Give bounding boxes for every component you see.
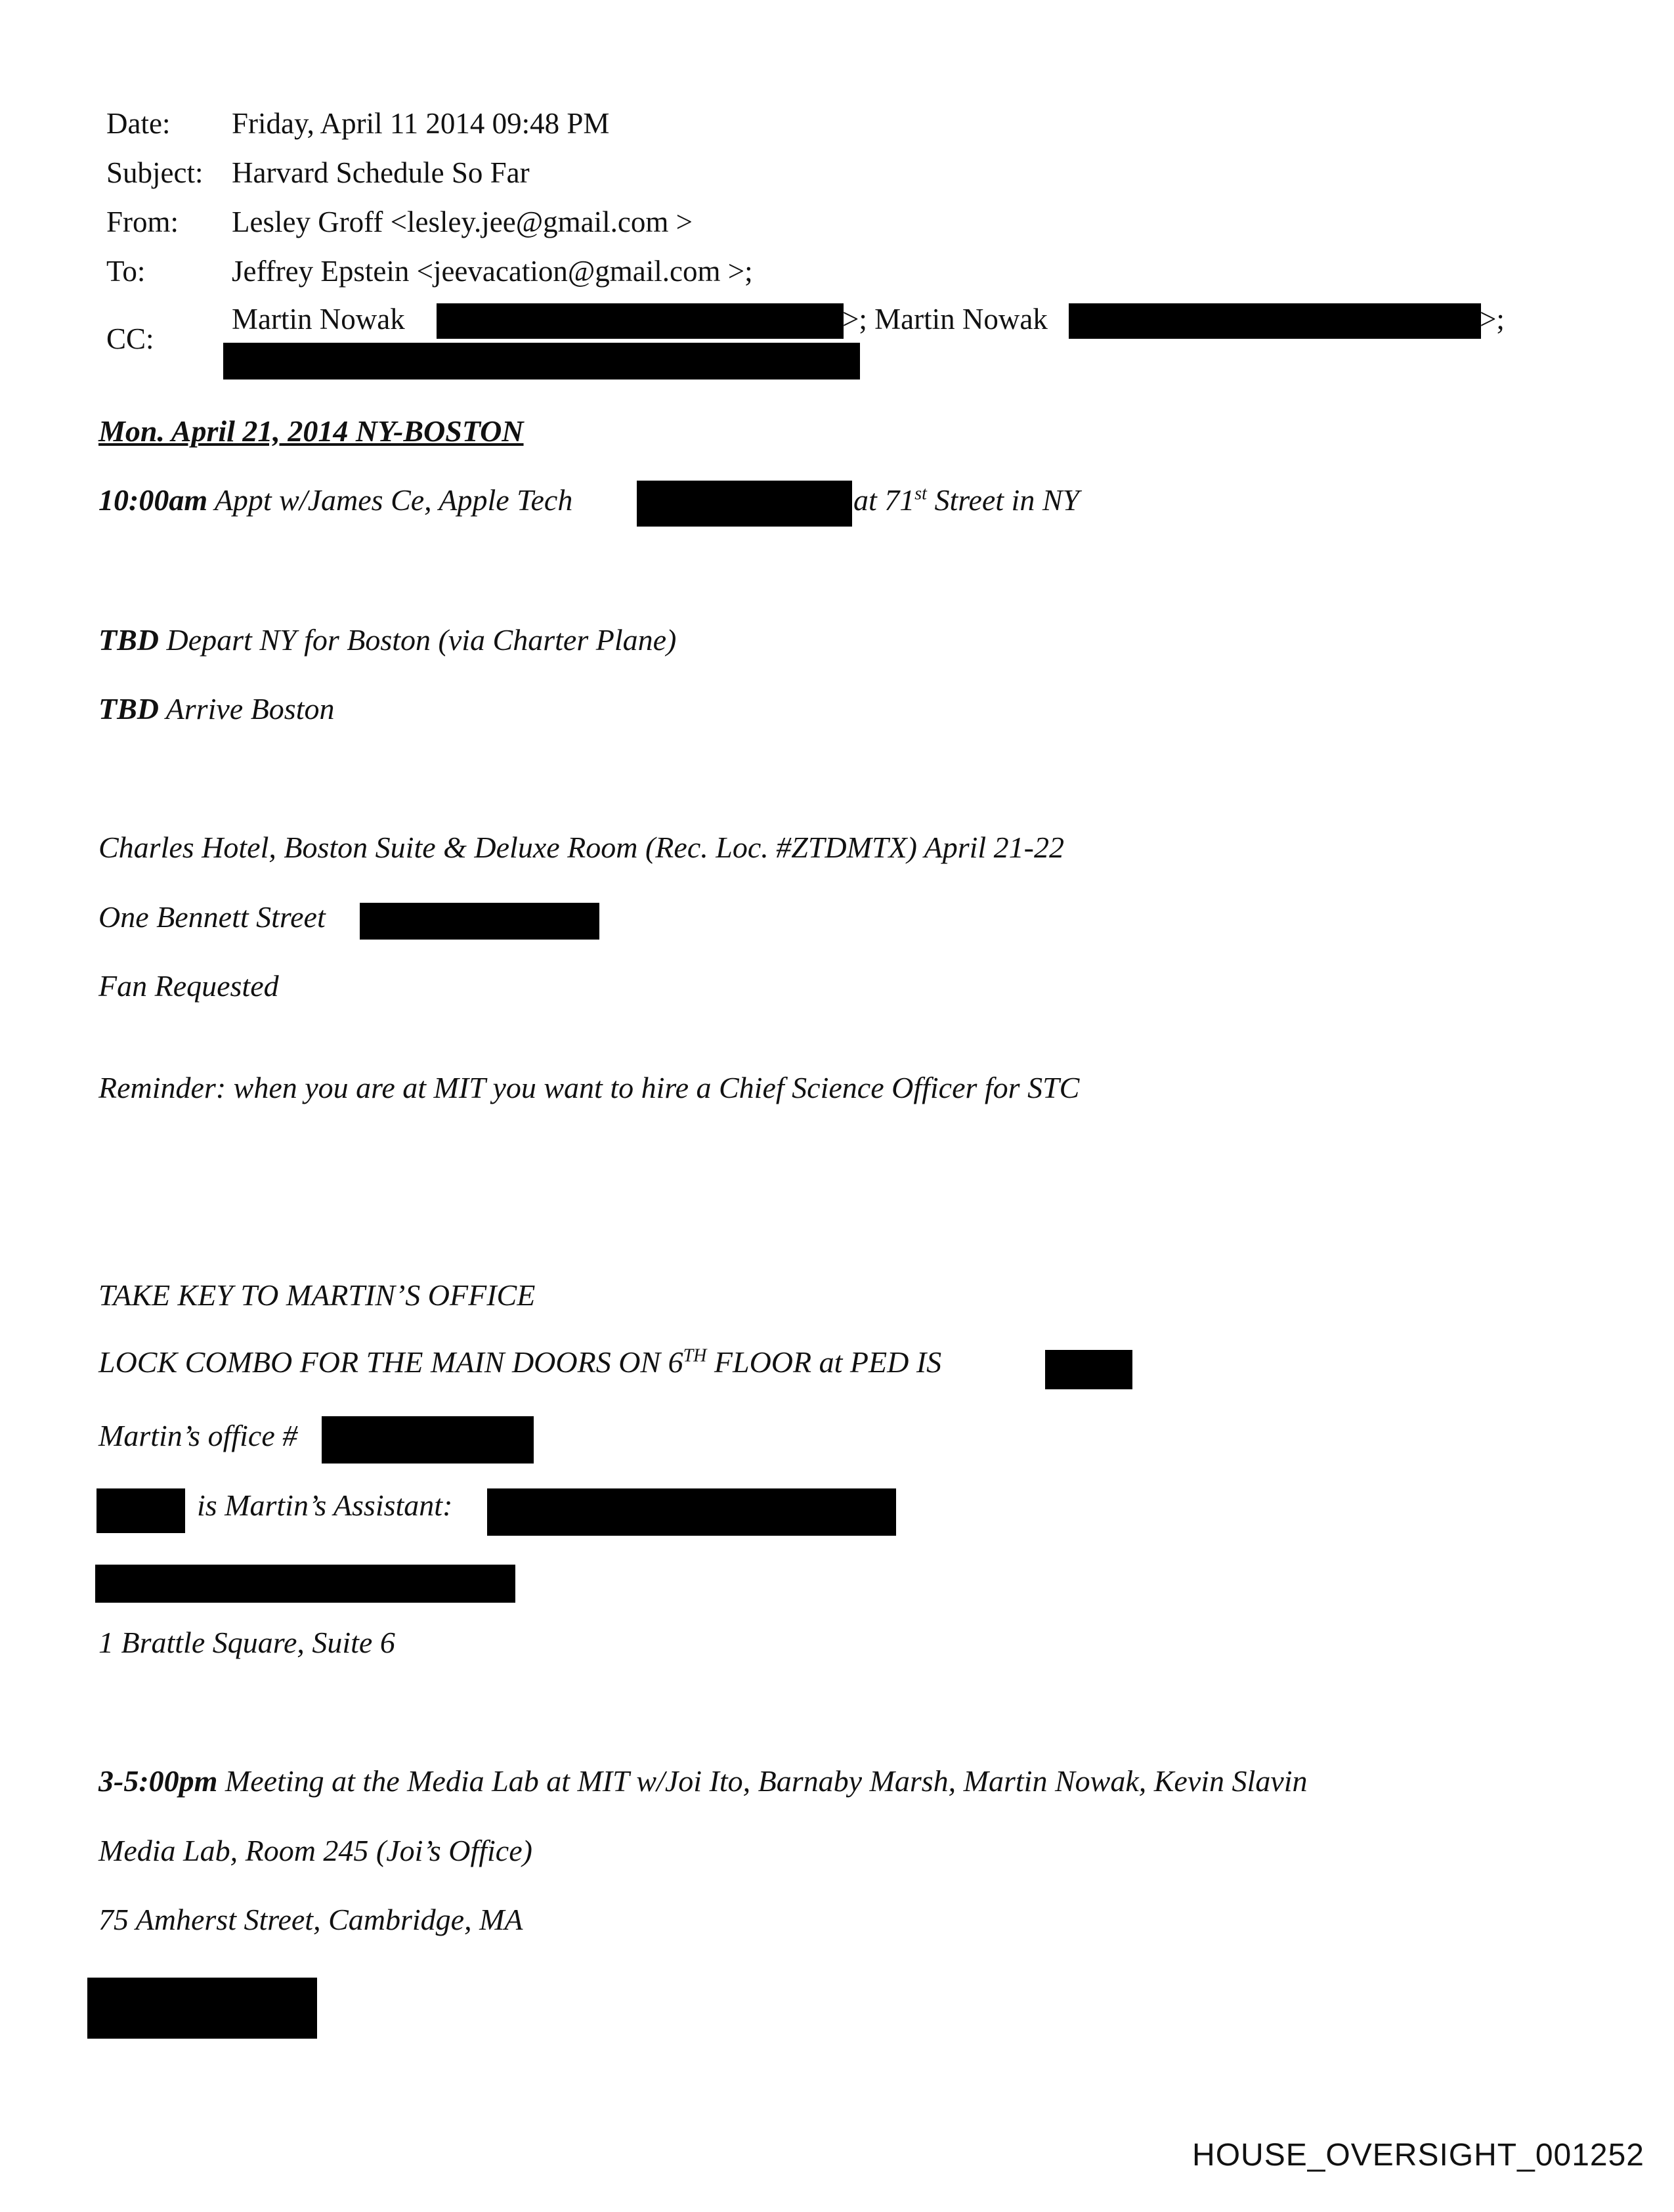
meeting-time: 3-5:00pm: [98, 1764, 218, 1798]
redaction-box: [637, 481, 852, 527]
cc-name-1: Martin Nowak: [232, 303, 405, 336]
to-value: Jeffrey Epstein <jeevacation@gmail.com >;: [232, 255, 753, 288]
day-heading: Mon. April 21, 2014 NY-BOSTON: [98, 414, 524, 448]
bates-number: HOUSE_OVERSIGHT_001252: [1192, 2138, 1644, 2173]
from-label: From:: [106, 206, 179, 238]
meeting-line: [98, 1764, 1308, 1798]
media-address: 75 Amherst Street, Cambridge, MA: [98, 1903, 523, 1936]
assistant-line: is Martin’s Assistant:: [197, 1488, 453, 1522]
date-value: Friday, April 11 2014 09:48 PM: [232, 107, 610, 140]
hotel-address: One Bennett Street: [98, 900, 326, 934]
lock-post: FLOOR at PED IS: [714, 1345, 942, 1379]
depart-line: [98, 622, 676, 657]
redaction-box: [87, 1978, 317, 2039]
appt-location-post: Street in NY: [934, 483, 1080, 517]
to-label: To:: [106, 255, 146, 288]
redaction-box: [360, 903, 599, 940]
depart-time: TBD: [98, 623, 159, 657]
appt-line: [98, 483, 572, 517]
cc-end: >;: [1480, 303, 1505, 336]
reminder-line: Reminder: when you are at MIT you want to hire a Chief Science Officer for STC: [98, 1071, 1080, 1104]
key-line: TAKE KEY TO MARTIN’S OFFICE: [98, 1278, 536, 1312]
subject-value: Harvard Schedule So Far: [232, 156, 530, 189]
appt-time: 10:00am: [98, 483, 208, 517]
lock-line: [98, 1345, 941, 1379]
appt-location-sup: st: [914, 483, 927, 504]
fan-requested: Fan Requested: [98, 969, 279, 1003]
redaction-box: [97, 1488, 185, 1533]
cc-separator: >; Martin Nowak: [842, 303, 1048, 336]
subject-label: Subject:: [106, 156, 204, 189]
arrive-text: Arrive Boston: [165, 692, 335, 726]
meeting-text: Meeting at the Media Lab at MIT w/Joi Ito, Barnaby Marsh, Martin Nowak, Kevin Slavin: [225, 1764, 1308, 1798]
redaction-box: [1045, 1350, 1132, 1389]
arrive-line: [98, 691, 334, 726]
depart-text: Depart NY for Boston (via Charter Plane): [166, 623, 677, 657]
redaction-box: [322, 1416, 534, 1464]
lock-sup: TH: [683, 1345, 707, 1366]
lock-pre: LOCK COMBO FOR THE MAIN DOORS ON 6: [98, 1345, 683, 1379]
redaction-box: [487, 1488, 896, 1536]
cc-label: CC:: [106, 322, 154, 355]
redaction-box: [437, 303, 844, 339]
arrive-time: TBD: [98, 692, 159, 726]
date-label: Date:: [106, 107, 171, 140]
office-line: Martin’s office #: [98, 1419, 298, 1452]
hotel-line: Charles Hotel, Boston Suite & Deluxe Room (Rec. Loc. #ZTDMTX) April 21-22: [98, 831, 1064, 864]
redaction-box: [223, 343, 860, 380]
appt-text: Appt w/James Ce, Apple Tech: [214, 483, 573, 517]
from-value: Lesley Groff <lesley.jee@gmail.com >: [232, 206, 693, 238]
media-room: Media Lab, Room 245 (Joi’s Office): [98, 1834, 532, 1867]
appt-location-pre: at 71: [853, 483, 915, 517]
redaction-box: [95, 1565, 515, 1603]
brattle-line: 1 Brattle Square, Suite 6: [98, 1626, 395, 1659]
redaction-box: [1069, 303, 1481, 339]
appt-location: [853, 483, 1079, 517]
